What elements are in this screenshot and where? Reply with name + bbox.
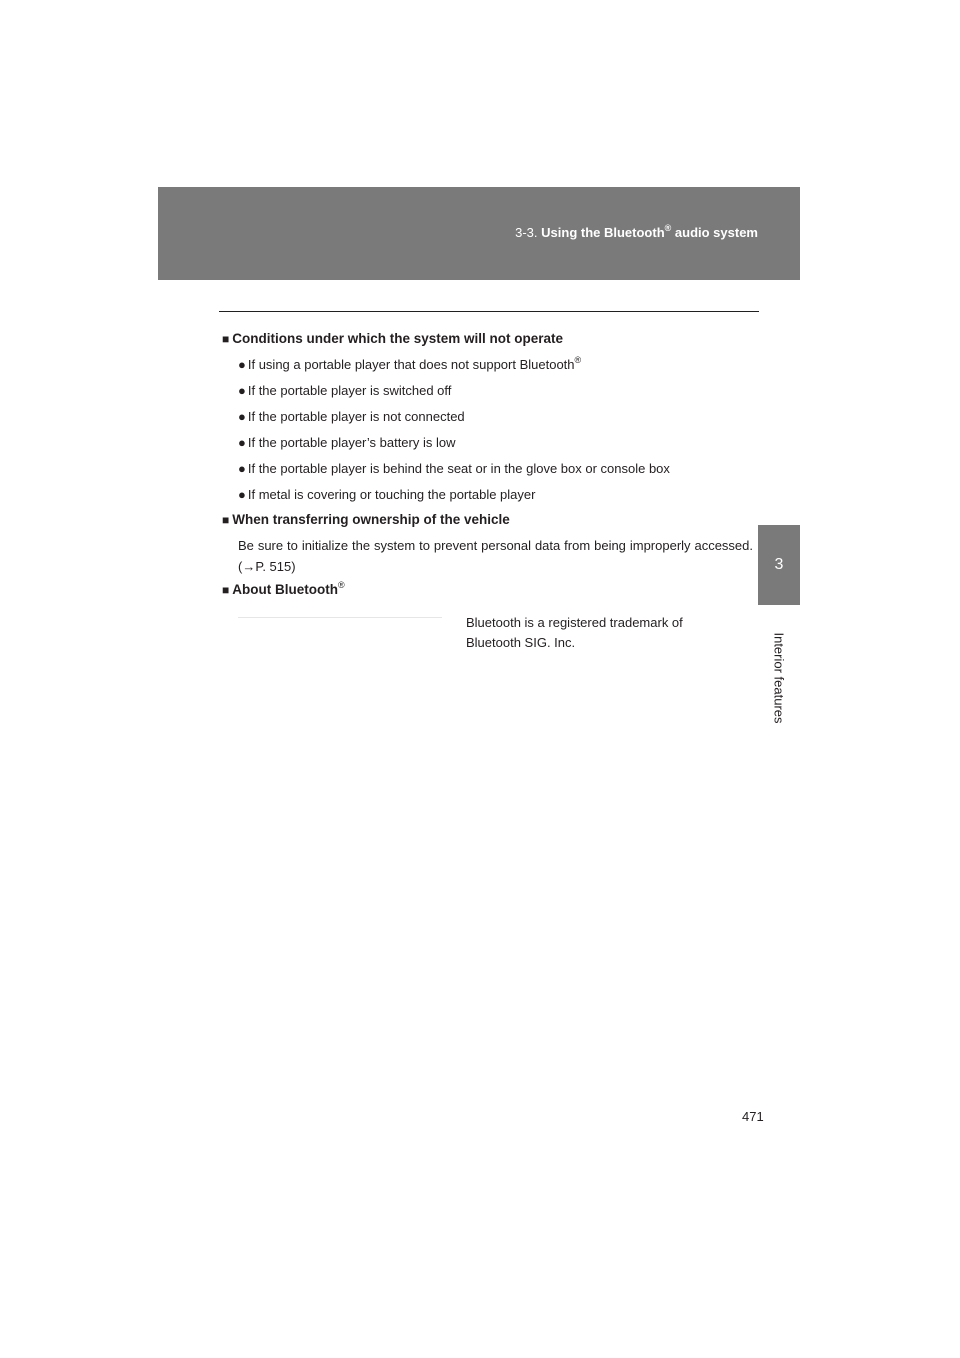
heading-ownership bbox=[222, 512, 510, 527]
trademark-line: Bluetooth SIG. Inc. bbox=[466, 635, 576, 650]
bullet-marker: ● bbox=[238, 357, 246, 372]
ownership-paragraph bbox=[238, 535, 753, 577]
heading-text: Conditions under which the system will not operate bbox=[232, 331, 564, 346]
section-title bbox=[515, 225, 758, 240]
section-title-suffix: audio system bbox=[671, 225, 758, 240]
list-item bbox=[238, 357, 581, 372]
list-item-text: If metal is covering or touching the portable player bbox=[247, 487, 536, 502]
page-reference-link[interactable]: (→P. 515) bbox=[238, 559, 296, 574]
chapter-header-bar bbox=[158, 187, 800, 280]
section-title-text: Using the Bluetooth bbox=[541, 225, 665, 240]
chapter-tab bbox=[758, 525, 800, 605]
list-item bbox=[238, 487, 535, 502]
heading-about-bluetooth bbox=[222, 582, 345, 597]
list-item-text: If the portable player is switched off bbox=[247, 383, 452, 398]
page-number: 471 bbox=[742, 1109, 764, 1124]
bullet-marker: ● bbox=[238, 487, 246, 502]
list-item bbox=[238, 461, 670, 476]
square-marker: ■ bbox=[222, 332, 230, 346]
registered-mark: ® bbox=[664, 223, 672, 233]
list-item-text: If the portable player’s battery is low bbox=[247, 435, 456, 450]
registered-mark: ® bbox=[337, 580, 345, 590]
trademark-notice bbox=[466, 613, 726, 653]
section-number: 3-3. bbox=[515, 225, 538, 240]
square-marker: ■ bbox=[222, 583, 230, 597]
logo-placeholder-line bbox=[238, 617, 442, 618]
top-rule bbox=[219, 311, 759, 312]
bullet-marker: ● bbox=[238, 383, 246, 398]
list-item-text: If the portable player is behind the seat or in the glove box or console box bbox=[247, 461, 670, 476]
chapter-number: 3 bbox=[774, 556, 784, 573]
list-item-text: If the portable player is not connected bbox=[247, 409, 465, 424]
bullet-marker: ● bbox=[238, 435, 246, 450]
paragraph-text: Be sure to initialize the system to prevent personal data from being improperly accessed. bbox=[238, 538, 753, 553]
list-item bbox=[238, 435, 456, 450]
registered-mark: ® bbox=[574, 355, 582, 365]
heading-text: About Bluetooth bbox=[232, 582, 338, 597]
bullet-marker: ● bbox=[238, 409, 246, 424]
bullet-marker: ● bbox=[238, 461, 246, 476]
chapter-side-label: Interior features bbox=[771, 632, 787, 724]
list-item bbox=[238, 409, 465, 424]
list-item-text: If using a portable player that does not support Bluetooth bbox=[247, 357, 575, 372]
heading-text: When transferring ownership of the vehicle bbox=[232, 512, 510, 527]
heading-conditions bbox=[222, 331, 563, 346]
list-item bbox=[238, 383, 451, 398]
trademark-line: Bluetooth is a registered trademark of bbox=[466, 615, 683, 630]
square-marker: ■ bbox=[222, 513, 230, 527]
